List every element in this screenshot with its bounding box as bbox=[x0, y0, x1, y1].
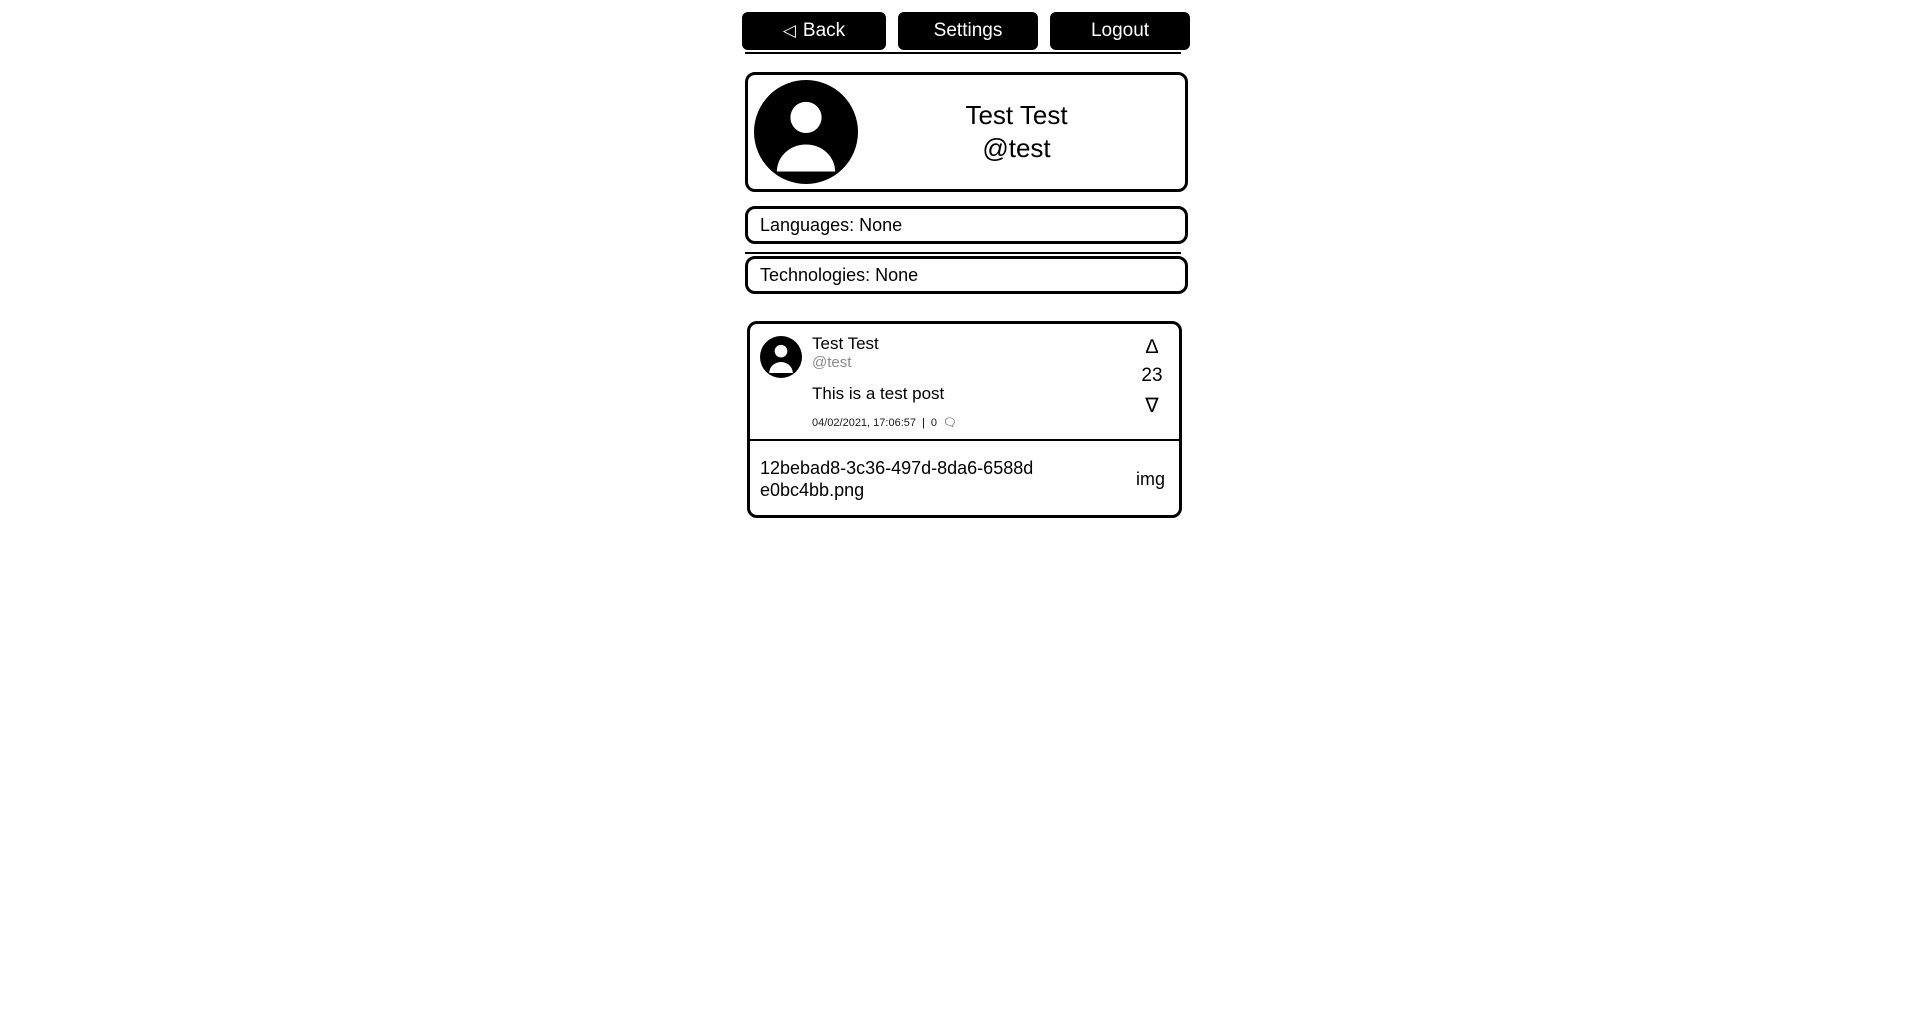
post-attachment[interactable] bbox=[750, 441, 1179, 517]
post-comment-count: 0 bbox=[930, 416, 937, 429]
meta-separator: | bbox=[921, 416, 925, 429]
post-body bbox=[812, 334, 1169, 439]
post-card[interactable] bbox=[747, 321, 1182, 518]
user-avatar-icon bbox=[754, 80, 858, 184]
post-handle: @test bbox=[812, 353, 852, 371]
post-timestamp: 04/02/2021, 17:06:57 bbox=[812, 416, 916, 429]
languages-bar bbox=[745, 206, 1188, 244]
logout-button-label: Logout bbox=[1090, 20, 1150, 41]
user-avatar-icon bbox=[760, 336, 802, 378]
attachment-file-name: 12bebad8-3c36-497d-8da6-6588de0bc4bb.png bbox=[760, 457, 1034, 500]
technologies-bar bbox=[745, 256, 1188, 294]
profile-display-name: Test Test bbox=[965, 99, 1068, 130]
comment-icon: 🗨 bbox=[942, 417, 957, 430]
languages-label: Languages: None bbox=[760, 214, 903, 235]
divider-middle bbox=[745, 252, 1181, 254]
vote-count: 23 bbox=[1141, 365, 1163, 386]
divider-top bbox=[745, 52, 1181, 54]
downvote-icon[interactable]: ∇ bbox=[1145, 394, 1159, 417]
top-navigation bbox=[742, 12, 1190, 50]
upvote-icon[interactable]: ∆ bbox=[1145, 336, 1159, 358]
post-main bbox=[750, 324, 1179, 441]
profile-identity bbox=[858, 99, 1185, 166]
settings-button[interactable] bbox=[898, 12, 1038, 50]
back-button[interactable] bbox=[742, 12, 886, 50]
settings-button-label: Settings bbox=[933, 20, 1003, 41]
profile-card bbox=[745, 72, 1188, 192]
left-caret-icon: ◁ bbox=[782, 20, 796, 40]
logout-button[interactable] bbox=[1050, 12, 1190, 50]
back-button-label: Back bbox=[802, 20, 846, 41]
post-text: This is a test post bbox=[812, 384, 945, 404]
post-meta bbox=[812, 416, 1169, 429]
technologies-label: Technologies: None bbox=[760, 264, 919, 285]
attachment-kind-label: img bbox=[1135, 468, 1165, 489]
vote-control bbox=[1135, 332, 1169, 421]
post-author: Test Test bbox=[812, 334, 879, 353]
profile-handle: @test bbox=[982, 133, 1051, 163]
